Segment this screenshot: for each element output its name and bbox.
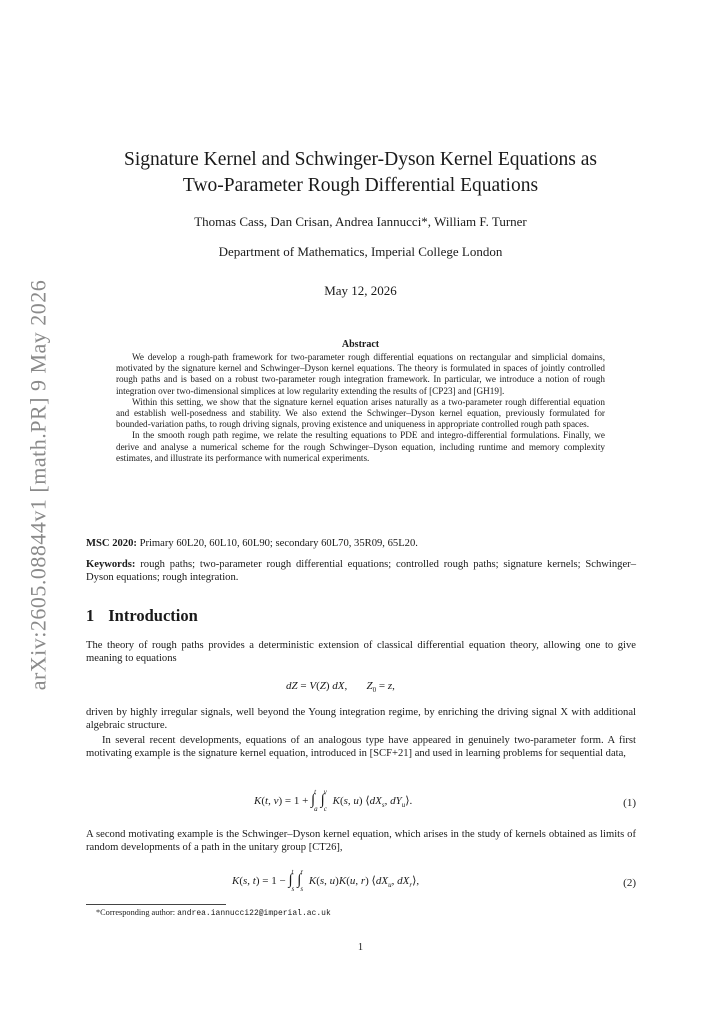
corresponding-author-footnote	[96, 908, 331, 918]
signature-kernel-equation: K(t, v) = 1 + ∫ t a ∫ v c K(s, u) $⟨dX_s$, $dY_u⟩$. (1)	[254, 788, 636, 814]
keywords-text: rough paths; two-parameter rough differential equations; controlled rough paths; signature kernels; Schwinger–Dyson equations; rough integration.	[86, 559, 636, 583]
paper-title	[86, 147, 635, 199]
intro-paragraph-4: A second motivating example is the Schwinger–Dyson kernel equation, which arises in the study of kernels obtained as limits of random developments of a path in the unitary group [CT26],	[86, 829, 636, 853]
schwinger-dyson-equation: K(s, t) = 1 − ∫ t s ∫ r s K(s, u)K(u, r) $⟨dX_u$, $dX_r⟩$, (2)	[232, 868, 636, 894]
abstract-paragraph: Within this setting, we show that the signature kernel equation arises naturally as a two-parameter rough differential equation and establish well-posedness and stability. We also extend the Schwinger–Dyson kernel equation, previously formulated for bounded-variation paths, to rough driving signals, proving existence and uniqueness in appropriate controlled rough path spaces.	[116, 396, 605, 430]
section-number: 1	[86, 606, 95, 625]
arxiv-stamp-text: arXiv:2605.08844v1 [math.PR] 9 May 2026	[25, 279, 50, 691]
msc-codes: Primary 60L20, 60L10, 60L90; secondary 60L70, 35R09, 65L20.	[139, 538, 418, 549]
abstract-paragraph: We develop a rough-path framework for two-parameter rough differential equations on rectangular and simplicial domains, motivated by the signature kernel and Schwinger–Dyson kernel equations. The theory is formulated in spaces of jointly controlled rough paths and is based on a robust two-parameter rough integration framework. In particular, we introduce a notion of rough integration over two-dimensional simplices at low regularity extending the results of [CP23] and [GH19].	[116, 352, 605, 396]
title-line-2: Two-Parameter Rough Differential Equations	[182, 175, 539, 196]
abstract-heading: Abstract	[341, 339, 380, 350]
publication-date: May 12, 2026	[324, 283, 397, 298]
footnote-divider	[86, 904, 226, 905]
author-email-link[interactable]: andrea.iannucci22@imperial.ac.uk	[177, 909, 331, 918]
equation-number-2: (2)	[623, 877, 636, 889]
author-list: Thomas Cass, Dan Crisan, Andrea Iannucci*, William F. Turner	[194, 214, 527, 229]
section-title: Introduction	[108, 606, 198, 625]
msc-label: MSC 2020:	[86, 538, 137, 549]
footnote-label: *Corresponding author:	[96, 908, 178, 917]
intro-paragraph-3: In several recent developments, equations of an analogous type have appeared in genuinely two-parameter form. A first motivating example is the signature kernel equation, introduced in [SCF+21] and used in learning problems for sequential data,	[86, 735, 636, 759]
title-line-1: Signature Kernel and Schwinger-Dyson Kernel Equations as	[124, 149, 597, 170]
intro-paragraph-1: The theory of rough paths provides a deterministic extension of classical differential equation theory, allowing one to give meaning to equations	[86, 640, 636, 664]
abstract-body	[116, 352, 605, 464]
arxiv-identifier-stamp	[18, 279, 58, 691]
page-number: 1	[357, 942, 364, 953]
keywords-label: Keywords:	[86, 559, 136, 570]
affiliation: Department of Mathematics, Imperial College London	[218, 244, 503, 259]
msc-classification	[86, 537, 636, 550]
abstract-paragraph: In the smooth rough path regime, we relate the resulting equations to PDE and integro-differential formulations. Finally, we derive and analyse a numerical scheme for the rough Schwinger–Dyson equation, including runtime and memory complexity estimates, and illustrate its performance with numerical experiments.	[116, 430, 605, 463]
keywords	[86, 558, 636, 584]
intro-paragraph-2: driven by highly irregular signals, well beyond the Young integration regime, by enriching the driving signal X with additional algebraic structure.	[86, 707, 636, 731]
equation-number-1: (1)	[623, 797, 636, 809]
section-heading-introduction	[86, 606, 198, 626]
